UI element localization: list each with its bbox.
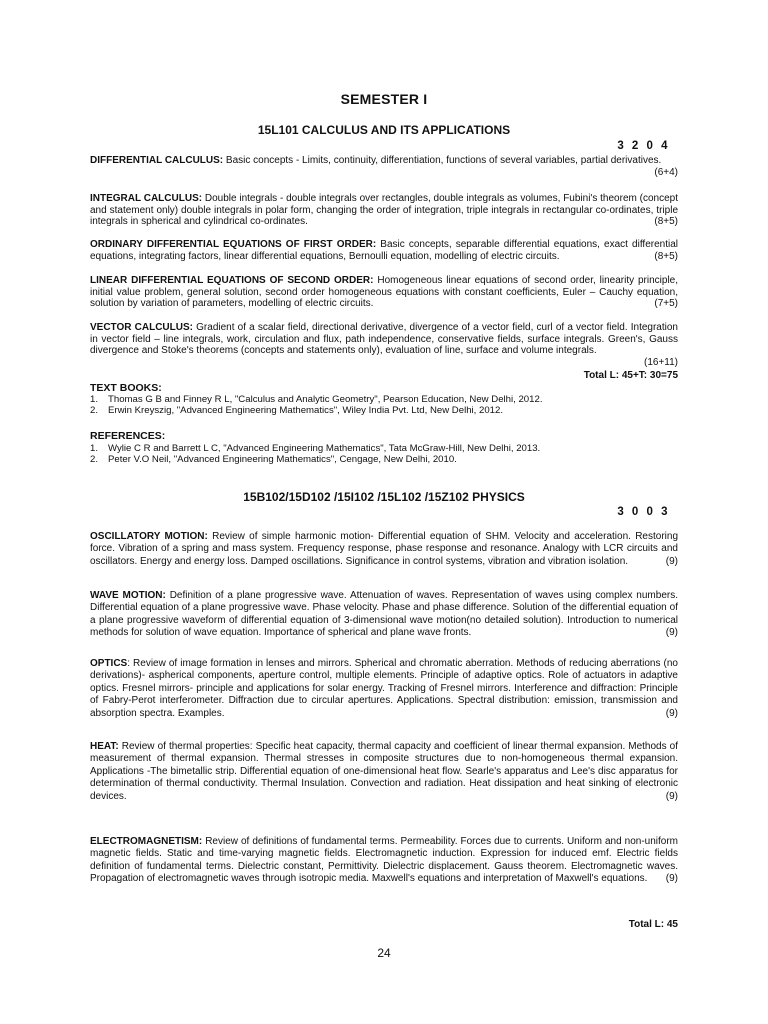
unit-ode-first-order	[90, 239, 678, 262]
unit-heading: INTEGRAL CALCULUS:	[90, 193, 203, 204]
list-item: 1. Thomas G B and Finney R L, "Calculus and Analytic Geometry", Pearson Education, New Delhi, 2012.	[90, 394, 543, 405]
unit-heat	[90, 741, 678, 803]
unit-text: Double integrals - double integrals over rectangles, double integrals as volumes, Fubini's theorem (concept and statement only) double integrals in polar form, changing the order of integration, triple integrals in rectangular co-ordinates, triple integrals in spherical and cylindrical co-ordinates.	[90, 193, 678, 227]
unit-text: Basic concepts - Limits, continuity, differentiation, functions of several variables, partial derivatives.	[223, 155, 662, 166]
unit-hours: (16+11)	[643, 356, 678, 368]
textbooks-heading: TEXT BOOKS:	[90, 382, 162, 394]
unit-hours: (9)	[665, 555, 678, 567]
unit-hours: (8+5)	[654, 216, 678, 227]
unit-text: Gradient of a scalar field, directional derivative, divergence of a vector field, curl of a vector field. Integration in vector field – line integrals, work, circulation and flux, path independence, conservative fields, surface integrals. Green's, Gauss divergence and Stoke's theorems (concepts and statements only), evaluation of line, surface and volume integrals.	[90, 322, 678, 356]
unit-wave-motion	[90, 590, 678, 640]
unit-text: Definition of a plane progressive wave. Attenuation of waves. Representation of waves using complex numbers. Differential equation of a plane progressive wave. Phase velocity. Phase and phase difference. Solution of the differential equation of a plane progressive waveform of differential equation of 3-dimensional wave motion(no detailed solution). Introduction to numerical methods for solution of wave equation. Importance of spherical and plane wave fronts.	[90, 590, 678, 639]
unit-heading: HEAT:	[90, 741, 119, 752]
semester-heading: SEMESTER I	[340, 91, 428, 107]
unit-text: Review of simple harmonic motion- Differential equation of SHM. Velocity and acceleration. Restoring force. Vibration of a spring and mass system. Frequency response, phase response and resonance. Analogy with LCR circuits and oscillators. Energy and energy loss. Damped oscillations. Significance in control systems, vibration and vibration isolation.	[90, 531, 678, 567]
unit-hours: (9)	[665, 627, 678, 639]
unit-text: Review of definitions of fundamental terms. Permeability. Forces due to currents. Uniform and non-uniform magnetic fields. Static and time-varying magnetic fields. Electromagnetic induction. Expression for induced emf. Electric fields definition of fundamental terms. Dielectric constant, Permittivity. Dielectric displacement. Gauss theorem. Electromagnetic waves. Propagation of electromagnetic waves through isotropic media. Maxwell's equations and interpretation of Maxwell's equations.	[90, 836, 678, 885]
unit-text: Basic concepts, separable differential equations, exact differential equations, integrating factors, linear differential equations, Bernoulli equation, modelling of electric circuits.	[90, 239, 678, 262]
unit-hours: (8+5)	[654, 250, 678, 262]
total-hours-physics: Total L: 45	[628, 919, 678, 930]
total-hours-calculus: Total L: 45+T: 30=75	[583, 370, 678, 381]
unit-hours: (9)	[665, 707, 678, 719]
document-page	[90, 0, 678, 1024]
unit-linear-de-second-order	[90, 275, 678, 310]
unit-heading: VECTOR CALCULUS:	[90, 322, 193, 333]
unit-integral-calculus	[90, 193, 678, 228]
references-list	[90, 443, 678, 465]
unit-hours: (9)	[665, 790, 678, 802]
unit-optics	[90, 658, 678, 720]
unit-text: Review of thermal properties: Specific heat capacity, thermal capacity and coefficient of linear thermal expansion. Methods of measurement of thermal expansion. Thermal stresses in composite structures due to non-homogeneous thermal expansion. Applications -The bimetallic strip. Differential equation of one-dimensional heat flow. Searle's apparatus and Lee's disc apparatus for determination of thermal conductivity. Thermal Insulation. Convection and radiation. Heat dissipation and heat sinking of electronic devices.	[90, 741, 678, 802]
course-title-physics: 15B102/15D102 /15I102 /15L102 /15Z102 PHYSICS	[243, 490, 525, 504]
list-item: 2. Erwin Kreyszig, "Advanced Engineering Mathematics", Wiley India Pvt. Ltd, New Delhi, 2012.	[90, 405, 504, 416]
list-item: 2. Peter V.O Neil, "Advanced Engineering Mathematics", Cengage, New Delhi, 2010.	[90, 454, 457, 465]
unit-hours: (9)	[665, 873, 678, 885]
list-item: 1. Wylie C R and Barrett L C, "Advanced Engineering Mathematics", Tata McGraw-Hill, New Delhi, 2013.	[90, 443, 541, 454]
page-number: 24	[377, 946, 391, 960]
unit-heading: WAVE MOTION:	[90, 590, 166, 601]
unit-text: Homogeneous linear equations of second order, linearity principle, initial value problem, general solution, second order homogeneous equations with constant coefficients, Euler – Cauchy equation, solution by variation of parameters, modelling of electric circuits.	[90, 275, 678, 309]
unit-heading: LINEAR DIFFERENTIAL EQUATIONS OF SECOND ORDER:	[90, 275, 374, 286]
unit-text: : Review of image formation in lenses and mirrors. Spherical and chromatic aberration. Methods of reducing aberrations (no derivations)- aspherical components, aperture control, multiple elements. Principle of adaptive optics. Role of actuators in adaptive optics. Fresnel mirrors- principle and applications for solar energy. Tracking of Fresnel mirrors. Interference and diffraction: Principle of Fabry-Perot interferometer. Diffraction due to circular apertures. Applications. Spectral distribution: emission, transmission and absorption spectra. Examples.	[90, 658, 678, 719]
course-credits-calculus: 3 2 0 4	[617, 140, 670, 152]
unit-heading: OPTICS	[90, 658, 128, 669]
unit-vector-calculus	[90, 322, 678, 368]
course-title-calculus: 15L101 CALCULUS AND ITS APPLICATIONS	[257, 123, 511, 137]
unit-heading: DIFFERENTIAL CALCULUS:	[90, 155, 224, 166]
unit-heading: ORDINARY DIFFERENTIAL EQUATIONS OF FIRST ORDER:	[90, 239, 377, 250]
unit-hours: (7+5)	[654, 298, 678, 309]
unit-heading: OSCILLATORY MOTION:	[90, 531, 208, 542]
unit-oscillatory-motion	[90, 531, 678, 568]
unit-differential-calculus	[90, 155, 678, 178]
course-credits-physics: 3 0 0 3	[617, 506, 670, 518]
unit-hours: (6+4)	[654, 166, 678, 178]
unit-electromagnetism	[90, 836, 678, 886]
textbooks-list	[90, 394, 678, 416]
references-heading: REFERENCES:	[90, 430, 166, 442]
unit-heading: ELECTROMAGNETISM:	[90, 836, 203, 847]
